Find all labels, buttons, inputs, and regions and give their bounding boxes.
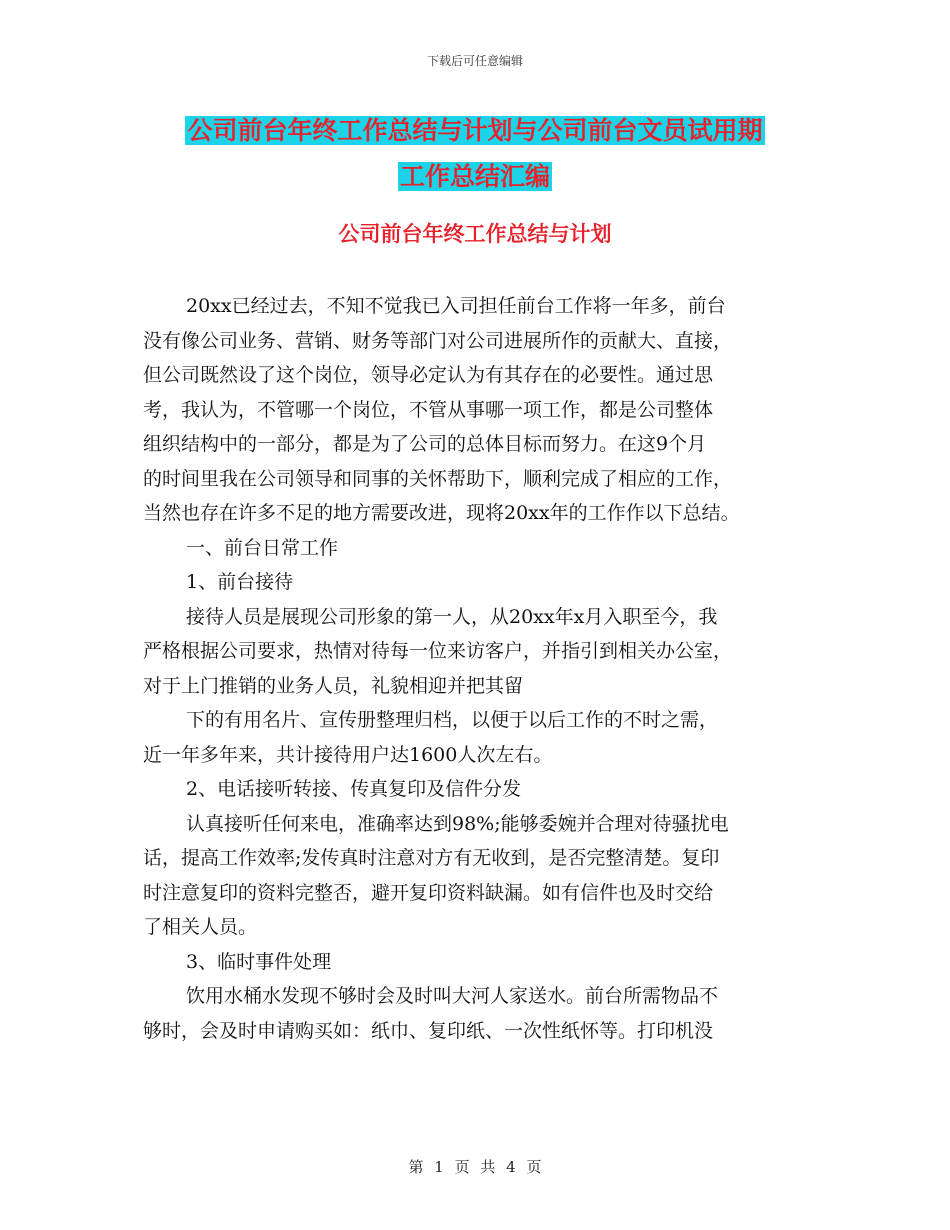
text-line: 的时间里我在公司领导和同事的关怀帮助下，顺利完成了相应的工作， [143,467,733,490]
text-line: 话，提高工作效率;发传真时注意对方有无收到，是否完整清楚。复印 [143,847,720,869]
title-line-1: 公司前台年终工作总结与计划与公司前台文员试用期 [187,116,763,145]
text-line: 了相关人员。 [143,916,258,938]
text-line: 1、前台接待 [186,571,294,593]
text-line: 3、临时事件处理 [186,950,332,973]
text-line: 考，我认为，不管哪一个岗位，不管从事哪一项工作，都是公司整体 [143,398,714,421]
text-line: 组织结构中的一部分，都是为了公司的总体目标而努力。在这9个月 [143,433,707,455]
text-line: 但公司既然设了这个岗位，领导必定认为有其存在的必要性。通过思 [143,364,714,386]
page-footer: 第 1 页 共 4 页 [408,1158,542,1176]
header-note: 下载后可任意编辑 [426,54,523,68]
text-line: 下的有用名片、宣传册整理归档，以便于以后工作的不时之需， [186,709,719,731]
document-body [143,289,823,1048]
section-title: 公司前台年终工作总结与计划 [338,222,612,246]
text-line: 严格根据公司要求，热情对待每一位来访客户，并指引到相关办公室， [143,640,733,662]
document-title [0,108,950,200]
text-line: 时注意复印的资料完整否，避开复印资料缺漏。如有信件也及时交给 [143,881,714,904]
text-line: 2、电话接听转接、传真复印及信件分发 [186,778,522,800]
text-line: 当然也存在许多不足的地方需要改进，现将20xx年的工作作以下总结。 [143,502,740,524]
text-line: 一、前台日常工作 [186,536,339,559]
text-line: 近一年多年来，共计接待用户达1600人次左右。 [143,743,553,766]
text-line: 接待人员是展现公司形象的第一人，从20xx年x月入职至今，我 [186,605,718,628]
text-line: 20xx已经过去，不知不觉我已入司担任前台工作将一年多，前台 [186,295,726,317]
text-line: 够时，会及时申请购买如：纸巾、复印纸、一次性纸怀等。打印机没 [143,1019,714,1042]
text-line: 饮用水桶水发现不够时会及时叫大河人家送水。前台所需物品不 [186,985,719,1007]
text-line: 没有像公司业务、营销、财务等部门对公司进展所作的贡献大、直接， [143,329,733,352]
text-line: 对于上门推销的业务人员，礼貌相迎并把其留 [143,674,524,697]
title-line-2: 工作总结汇编 [399,162,550,191]
text-line: 认真接听任何来电，准确率达到98%;能够委婉并合理对待骚扰电 [186,812,729,835]
